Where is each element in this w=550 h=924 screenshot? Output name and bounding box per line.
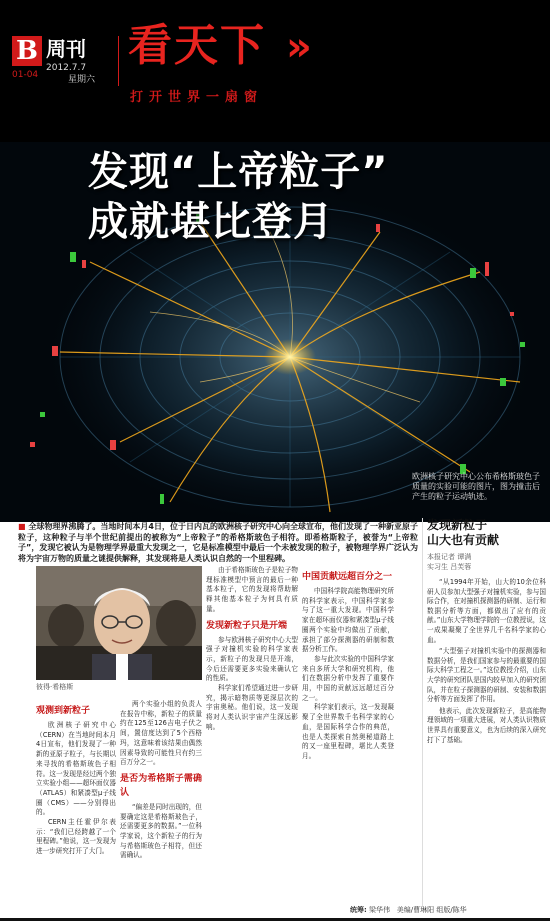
article-paragraph: “偏差是同时出现的，但要确定这是希格斯玻色子，还需要更多的数据。”一位科学家说，这个新粒子的行为与希格斯玻色子相符，但还需确认。 — [120, 802, 202, 860]
article-column-3 — [206, 566, 298, 908]
hero-image — [0, 142, 550, 522]
sidebar-paragraph: 他表示，此次发现新粒子，是高能物理领域的一项重大进展，对人类认识物质世界具有重要意义，也为后续的深入研究打下了基础。 — [427, 706, 546, 744]
sidebar-paragraph: “从1994年开始，山大的10余位科研人员参加大型强子对撞机实验，参与国际合作，在对撞机探测器的研制、运行和数据分析等方面，都做出了应有的贡献。”山东大学物理学院的一位教授说，这一成果凝聚了全世界几千名科学家的心血。 — [427, 578, 546, 644]
sidebar-paragraph: “大型强子对撞机实验中的探测器和数据分析，是我们国家参与的最重要的国际大科学工程之一。”这位教授介绍，山东大学的研究团队是国内较早加入的研究团队，并在粒子探测器的研制、安装和数据分析等方面发挥了作用。 — [427, 647, 546, 704]
subheading-beginning: 发现新粒子只是开端 — [206, 620, 288, 631]
issue-weekday: 星期六 — [68, 75, 96, 85]
article-paragraph: 科学家们希望通过进一步研究，揭示暗物质等更深层次的宇宙奥秘。他们说，这一发现将对人类认识宇宙产生深远影响。 — [206, 684, 298, 731]
subheading-confirm: 是否为希格斯子需确认 — [120, 773, 202, 798]
photo-caption: 彼得·希格斯 — [36, 683, 74, 691]
portrait-illustration — [36, 566, 202, 680]
hero-caption: 欧洲核子研究中心公布希格斯玻色子质量的实验可能的图片，图为撞击后产生的粒子运动轨迹。 — [412, 472, 540, 501]
sidebar-title-line-1: 发现新粒子 — [427, 518, 488, 532]
page-credits — [350, 906, 467, 915]
sidebar-article — [422, 518, 546, 906]
article-column-2 — [120, 700, 202, 908]
header-divider — [118, 36, 119, 86]
credit-line: 美编/曹琳阳 组版/陈华 — [396, 906, 467, 914]
subheading-china: 中国贡献远超百分之一 — [302, 572, 393, 582]
footer-rule — [0, 918, 550, 921]
sidebar-intern: 实习生 吕芙蓉 — [427, 563, 472, 571]
newspaper-logo: B — [12, 36, 42, 66]
lead-marker-icon: ■ — [18, 522, 26, 531]
double-chevron-icon: » — [286, 24, 312, 70]
headline-line-2: 成就堪比登月 — [88, 199, 334, 245]
article-column-1 — [36, 700, 116, 908]
higgs-photo — [36, 566, 202, 680]
editor-label: 统筹: — [350, 906, 367, 914]
article-paragraph: 参与欧洲核子研究中心大型强子对撞机实验的科学家表示，新粒子的发现只是开端，今后还需要更多实验来确认它的性质。 — [206, 635, 298, 683]
sidebar-author: 本报记者 谭满 — [427, 553, 472, 561]
article-paragraph: CERN主任霍伊尔表示：“我们已经跨越了一个里程碑。”他说，这一发现为进一步研究打开了大门。 — [36, 818, 116, 856]
article-paragraph: 中国科学院高能物理研究所的科学家表示，中国科学家参与了这一重大发现。中国科学家在超环面仪器和紧凑型μ子线圈两个实验中均做出了贡献，承担了部分探测器的研制和数据分析工作。 — [302, 587, 394, 654]
subheading-observed: 观测到新粒子 — [36, 706, 91, 716]
article-paragraph: 参与此次实验的中国科学家来自多所大学和研究机构，他们在数据分析中发挥了重要作用，中国的贡献远远超过百分之一。 — [302, 654, 394, 702]
article-column-4 — [302, 566, 394, 908]
editor-name: 梁华伟 — [369, 906, 391, 914]
masthead — [0, 0, 550, 142]
article-paragraph: 由于希格斯玻色子是粒子物理标准模型中预言的最后一种基本粒子，它的发现将帮助解释其他基本粒子为何具有质量。 — [206, 566, 298, 613]
headline-line-1: 发现“上帝粒子” — [88, 149, 389, 195]
article-paragraph: 欧洲核子研究中心（CERN）在当地时间本月4日宣布，他们发现了一种新的亚原子粒子，与长期以来寻找的希格斯玻色子相符。这一发现是经过两个独立实验小组——超环面仪器（ATLAS）和紧凑型μ子线圈（CMS）——分别得出的。 — [36, 721, 116, 817]
page-range: 01-04 — [12, 70, 39, 80]
weekly-label: 周刊 — [46, 37, 86, 61]
sidebar-title-line-2: 山大也有贡献 — [427, 533, 500, 547]
section-title: 看天下 — [128, 20, 266, 71]
article-paragraph: 两个实验小组的负责人在报告中称，新粒子的质量约在125至126吉电子伏之间，置信度达到了5个西格玛，这意味着该结果由偶然因素导致的可能性只有约三百万分之一。 — [120, 700, 202, 767]
lead-paragraph — [18, 522, 418, 564]
section-subtitle: 打开世界一扇窗 — [130, 90, 264, 105]
article-paragraph: 科学家们表示，这一发现凝聚了全世界数千名科学家的心血，是国际科学合作的典范，也是人类探索自然奥秘道路上的又一座里程碑，堪比人类登月。 — [302, 703, 394, 760]
brand-block — [12, 36, 124, 85]
lead-text: 全球物理界沸腾了。当地时间本月4日，位于日内瓦的欧洲核子研究中心向全球宣布，他们发现了一种新亚原子粒子，这种粒子与半个世纪前提出的被称为“上帝粒子”的希格斯玻色子相符。即希格斯粒子，被誉为“上帝粒子”，发现它被认为是物理学界最重大发现之一，它是标准模型中最后一个未被发现的粒子，被物理学界广泛认为将为宇宙万物的质量之谜提供解释，其发现将是人类认识自然的一个里程碑。 — [18, 522, 418, 563]
issue-date: 2012.7.7 — [46, 63, 87, 73]
